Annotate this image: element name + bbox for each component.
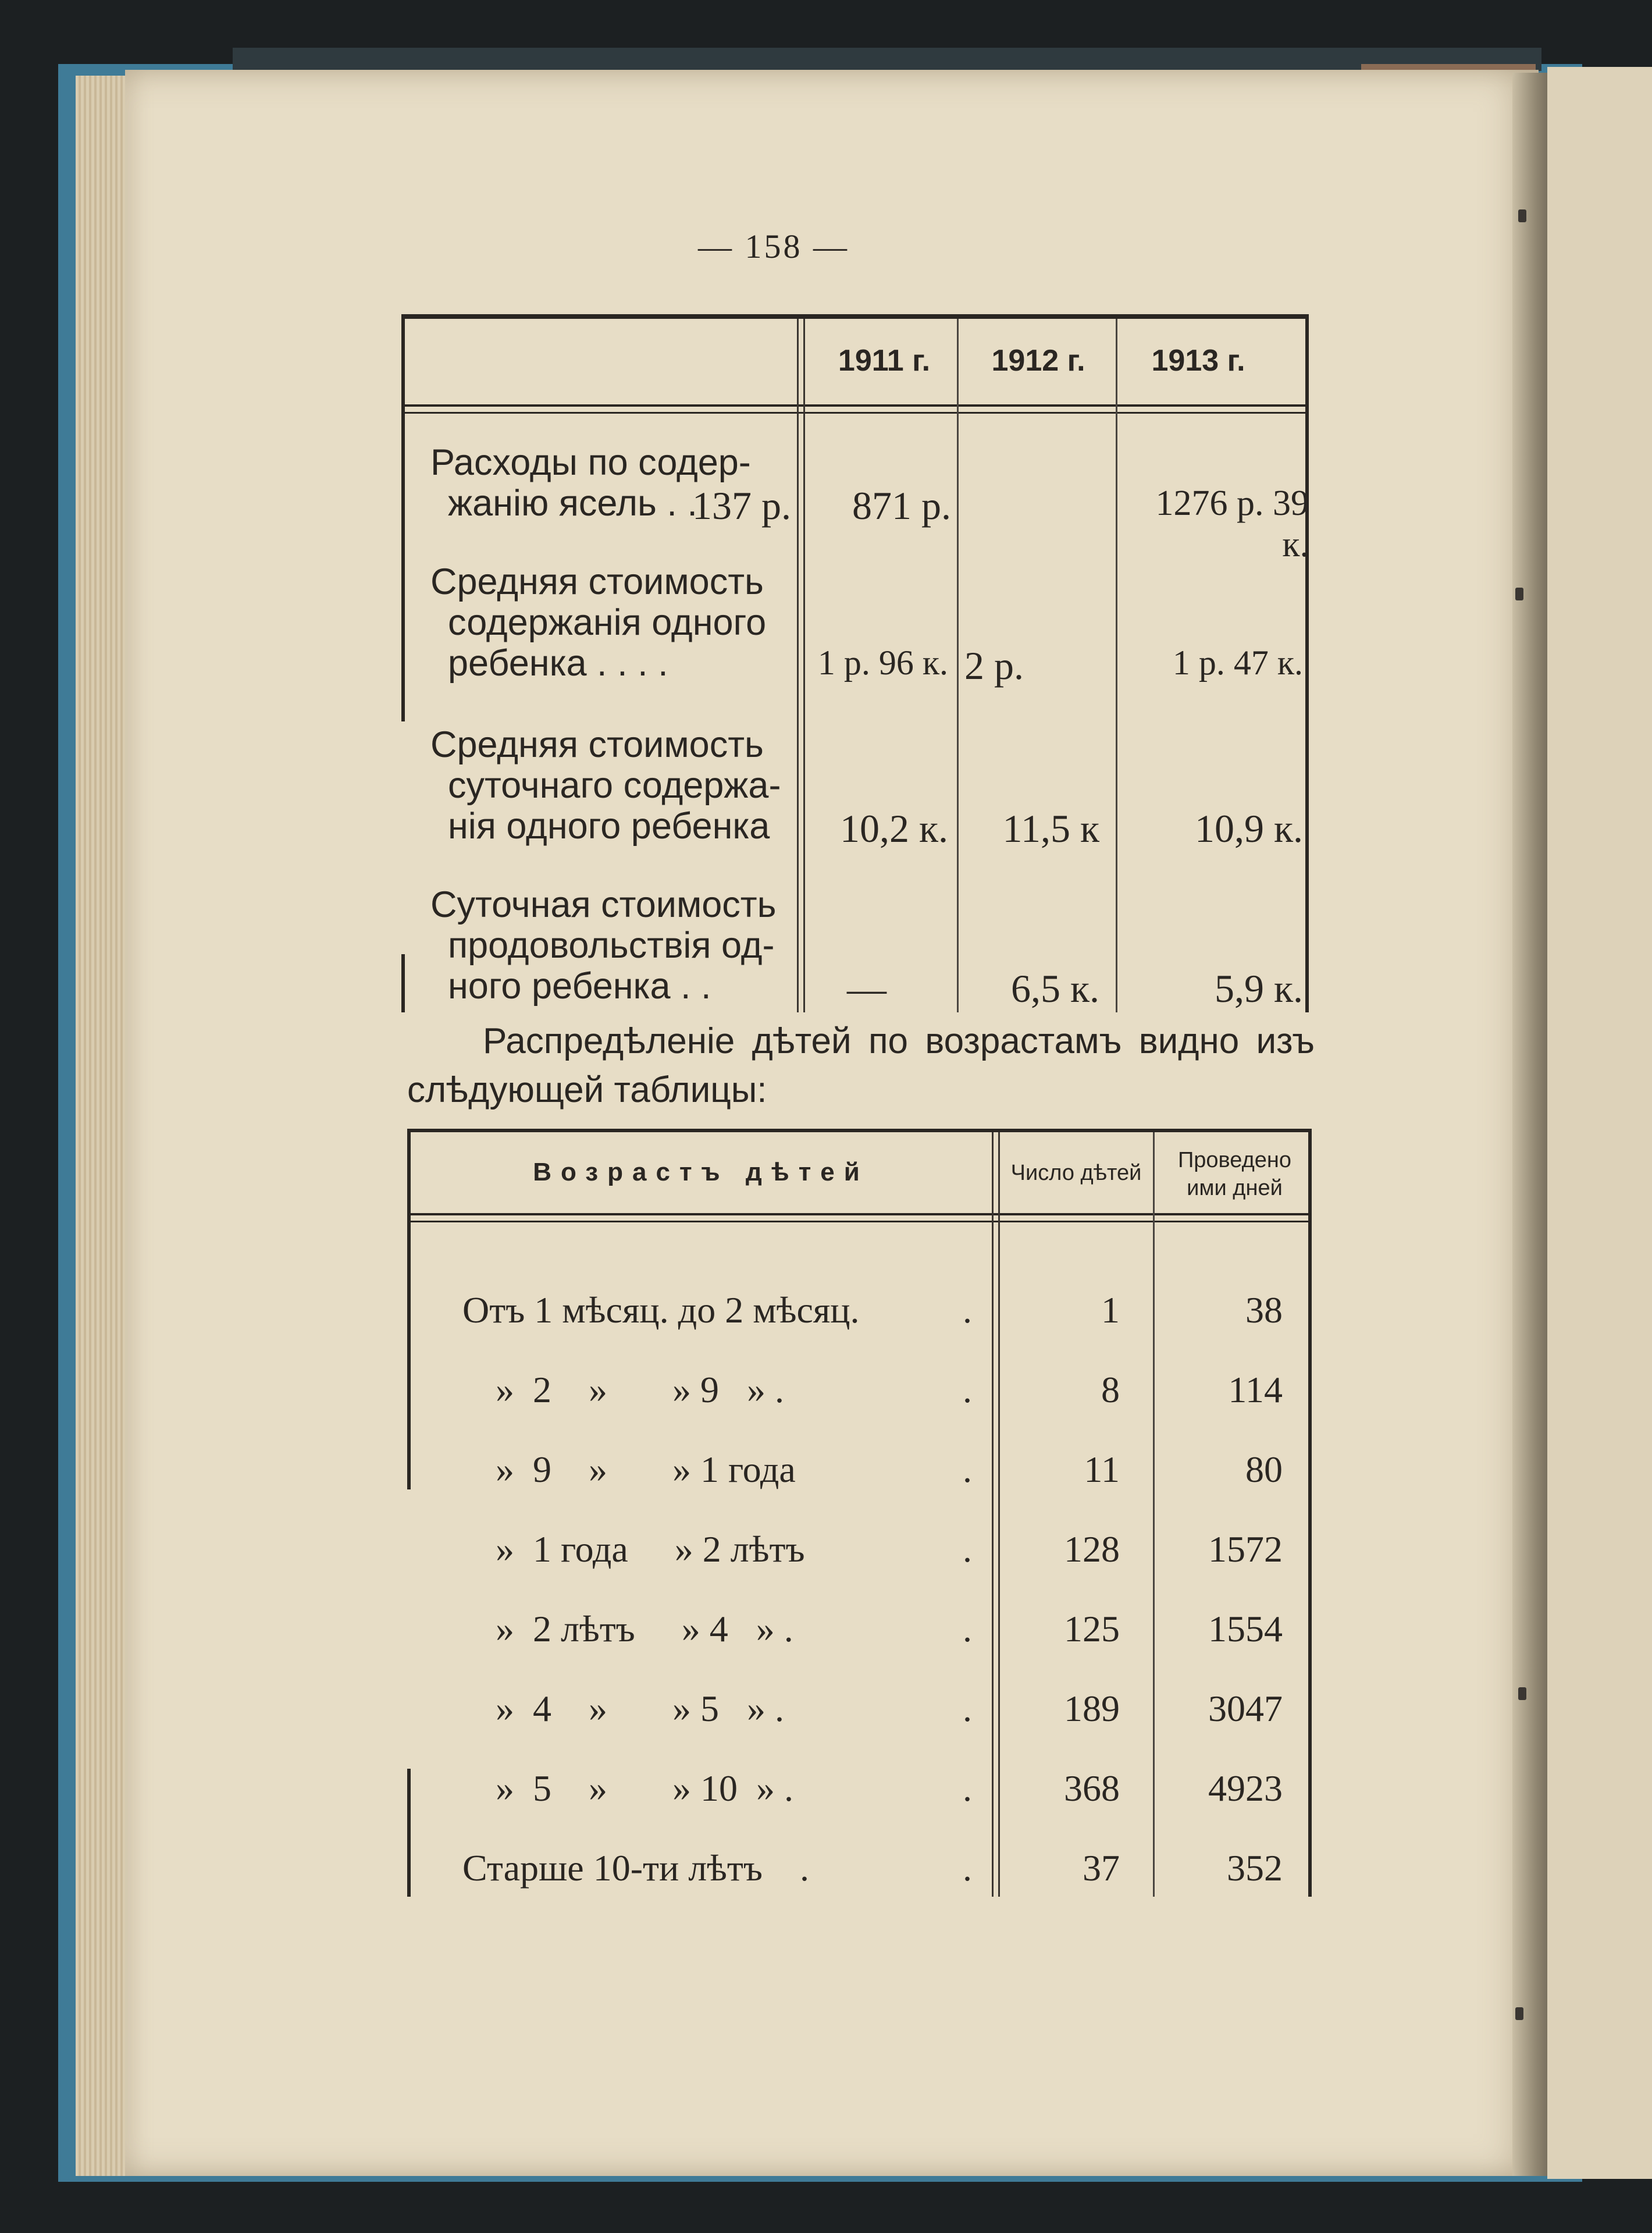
table-row	[407, 1368, 1312, 1415]
header-line: ими дней	[1187, 1176, 1283, 1200]
table-border	[401, 314, 1309, 319]
table-row	[407, 1767, 1312, 1814]
days-count: 114	[1228, 1369, 1283, 1410]
paper-speck	[1515, 2007, 1523, 2020]
table-border	[1305, 314, 1309, 1012]
cell-daily-cost-1912: 11,5 к	[1002, 806, 1099, 851]
child-count: 8	[1101, 1369, 1120, 1410]
row-label-line: жанію ясель . .	[448, 483, 697, 524]
body-paragraph	[407, 1017, 1315, 1115]
days-count: 4923	[1208, 1768, 1283, 1809]
leader-dot: .	[963, 1608, 972, 1649]
paper-speck	[1518, 209, 1526, 222]
column-header-count: Число дѣтей	[1010, 1161, 1142, 1185]
book-cover-top-edge	[233, 48, 1541, 71]
leader-dot: .	[963, 1528, 972, 1570]
paragraph-line: Распредѣленіе дѣтей по возрастамъ видно изъ	[483, 1021, 1315, 1061]
cell-food-cost-1913: 5,9 к.	[1214, 966, 1303, 1011]
age-range: Старше 10-ти лѣтъ .	[462, 1847, 809, 1889]
row-label-line: Средняя стоимость	[430, 724, 764, 765]
facing-page	[1547, 67, 1652, 2179]
days-count: 1572	[1208, 1528, 1283, 1570]
child-count: 189	[1064, 1688, 1120, 1729]
paragraph-line: слѣдующей таблицы:	[407, 1070, 767, 1110]
leader-dot: .	[963, 1449, 972, 1490]
column-header-1912: 1912 г.	[991, 344, 1085, 378]
days-count: 38	[1245, 1289, 1283, 1331]
cell-food-cost-1911: —	[847, 966, 886, 1011]
cell-expenses-1913: 1276 р. 39 к.	[1155, 483, 1309, 564]
leader-dot: .	[963, 1289, 972, 1331]
leader-dot: .	[963, 1768, 972, 1809]
child-count: 11	[1084, 1449, 1120, 1490]
days-count: 80	[1245, 1449, 1283, 1490]
row-label-line: нія одного ребенка	[448, 806, 770, 847]
age-range: » 9 » » 1 года	[477, 1449, 796, 1490]
cell-avg-cost-1912: 2 р.	[964, 643, 1024, 688]
table-row	[407, 1847, 1312, 1893]
row-label-line: ребенка . . . .	[448, 643, 668, 684]
child-count: 128	[1064, 1528, 1120, 1570]
table-border	[401, 314, 405, 721]
days-count: 1554	[1208, 1608, 1283, 1649]
row-label-line: суточнаго содержа-	[448, 765, 781, 806]
table-row	[407, 1528, 1312, 1574]
header-rule	[407, 1221, 1312, 1222]
cell-daily-cost-1913: 10,9 к.	[1194, 806, 1303, 851]
column-header-1911: 1911 г.	[838, 344, 931, 378]
row-label-line: Суточная стоимость	[430, 884, 777, 925]
child-count: 125	[1064, 1608, 1120, 1649]
table-row	[407, 1687, 1312, 1734]
table-row	[407, 1289, 1312, 1335]
table-border	[401, 954, 405, 1012]
header-rule	[401, 412, 1309, 414]
table-border	[407, 1129, 1312, 1132]
age-range: » 2 » » 9 » .	[477, 1369, 784, 1410]
leader-dot: .	[963, 1369, 972, 1410]
header-rule	[407, 1213, 1312, 1215]
age-range: » 2 лѣтъ » 4 » .	[477, 1608, 793, 1649]
days-count: 3047	[1208, 1688, 1283, 1729]
leader-dot: .	[963, 1688, 972, 1729]
cell-avg-cost-1911: 1 р. 96 к.	[817, 643, 948, 682]
paper-speck	[1518, 1687, 1526, 1700]
table-row	[407, 1448, 1312, 1495]
age-range: » 1 года » 2 лѣтъ	[477, 1528, 805, 1570]
row-label-line: содержанія одного	[448, 602, 767, 643]
header-rule	[401, 404, 1309, 407]
column-header-1913: 1913 г.	[1151, 344, 1245, 378]
days-count: 352	[1227, 1847, 1283, 1889]
leader-dot: .	[963, 1847, 972, 1889]
row-label-line: ного ребенка . .	[448, 966, 711, 1007]
cell-expenses-1912: 871 р.	[852, 483, 951, 528]
paper-speck	[1515, 588, 1523, 600]
child-count: 368	[1064, 1768, 1120, 1809]
age-range: » 4 » » 5 » .	[477, 1688, 784, 1729]
cell-daily-cost-1911: 10,2 к.	[839, 806, 948, 851]
table-row	[407, 1608, 1312, 1654]
cell-expenses-1911: 137 р.	[692, 483, 791, 528]
row-label-line: Расходы по содер-	[430, 442, 751, 483]
cell-food-cost-1912: 6,5 к.	[1010, 966, 1099, 1011]
age-distribution-table	[407, 1129, 1312, 1897]
child-count: 37	[1083, 1847, 1120, 1889]
column-header-age: Возрастъ дѣтей	[533, 1158, 869, 1186]
row-label-line: продовольствія од-	[448, 925, 775, 966]
column-header-days	[1158, 1146, 1312, 1202]
expenses-table	[401, 314, 1309, 1012]
row-label-line: Средняя стоимость	[430, 561, 764, 602]
page-number: — 158 —	[698, 227, 849, 265]
child-count: 1	[1101, 1289, 1120, 1331]
header-line: Проведено	[1177, 1148, 1292, 1172]
cell-avg-cost-1913: 1 р. 47 к.	[1172, 643, 1303, 682]
age-range: Отъ 1 мѣсяц. до 2 мѣсяц.	[462, 1289, 860, 1331]
age-range: » 5 » » 10 » .	[477, 1768, 793, 1809]
